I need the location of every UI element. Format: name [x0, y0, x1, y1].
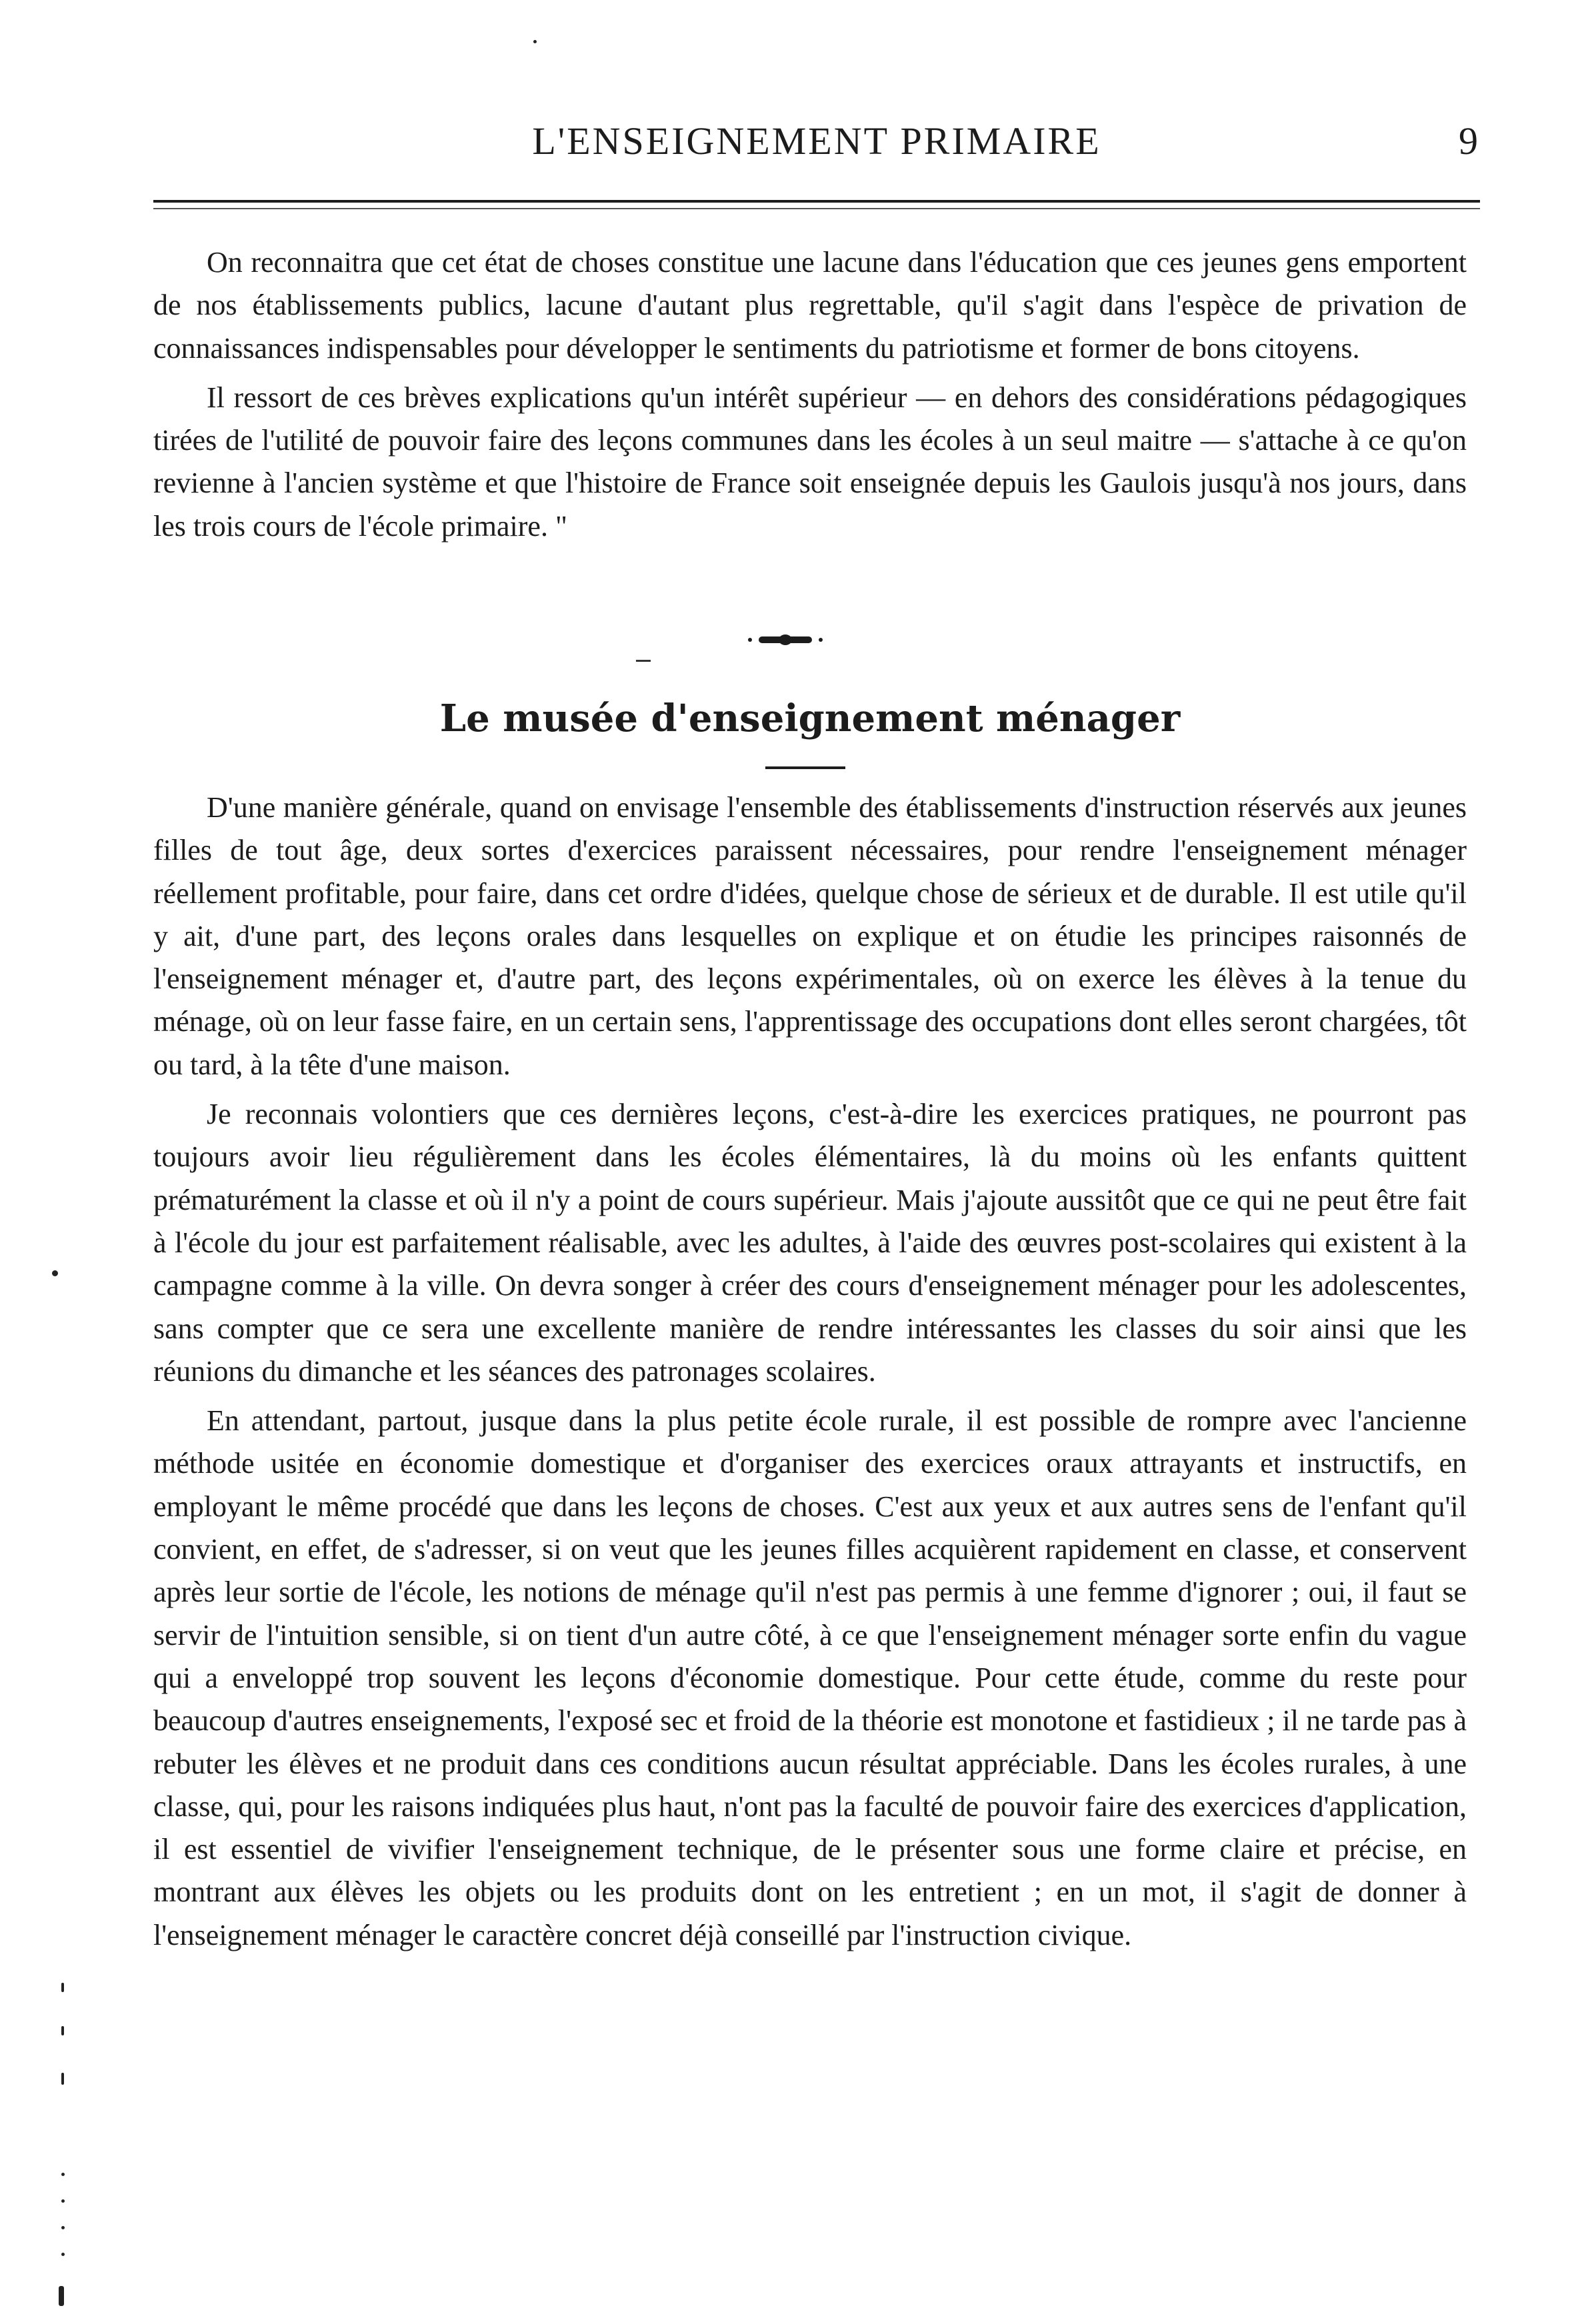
section-ornament: [0, 633, 1570, 649]
section-title: Le musée d'enseignement ménager: [439, 696, 1181, 740]
title-rule: [765, 766, 845, 769]
margin-mark: [52, 1270, 58, 1276]
ornament-dash: [636, 660, 651, 662]
ornament-icon: [732, 633, 839, 646]
running-title: L'ENSEIGNEMENT PRIMAIRE: [532, 119, 1101, 163]
paragraph: Je reconnais volontiers que ces dernières leçons, c'est-à-dire les exercices pratiques, ne pourront pas toujours avoir lieu régulièrement dans les écoles élémentaires, là du moins où les enfants quittent prématurément la classe et où il n'y a point de cours supérieur. Mais j'ajoute aussitôt que ce qui ne peut être fait à l'école du jour est parfaitement réalisable, avec les adultes, à l'aide des œuvres post-scolaires qui existent à la campagne comme à la ville. On devra songer à créer des cours d'enseignement ménager pour les adolescentes, sans compter que ce sera une excellente manière de rendre intéressantes les classes du soir ainsi que les réunions du dimanche et les séances des patronages scolaires.: [153, 1098, 1467, 1388]
margin-mark: [533, 40, 537, 43]
section-text: [153, 786, 1467, 1957]
paragraph: En attendant, partout, jusque dans la plus petite école rurale, il est possible de rompre avec l'ancienne méthode usitée en économie domestique et d'organiser des exercices oraux attrayants et instructifs, en employant le même procédé que dans les leçons de choses. C'est aux yeux et aux autres sens de l'enfant qu'il convient, en effet, de s'adresser, si on veut que les jeunes filles acquièrent rapidement en classe, et conservent après leur sortie de l'école, les notions de ménage qu'il n'est pas permis à une femme d'ignorer ; oui, il faut se servir de l'intuition sensible, si on tient d'un autre côté, à ce que l'enseignement ménager sorte enfin du vague qui a enveloppé trop souvent les leçons d'économie domestique. Pour cette étude, comme du reste pour beaucoup d'autres enseignements, l'exposé sec et froid de la théorie est monotone et fastidieux ; il ne tarde pas à rebuter les élèves et ne produit dans ces conditions aucun résultat appréciable. Dans les écoles rurales, à une classe, qui, pour les raisons indiquées plus haut, n'ont pas la faculté de pouvoir faire des exercices d'application, il est essentiel de vivifier l'enseignement technique, de le présenter sous une forme claire et précise, en montrant aux élèves les objets ou les produits dont on les entretient ; en un mot, il s'agit de donner à l'enseignement ménager le caractère concret déjà conseillé par l'instruction civique.: [153, 1404, 1467, 1951]
margin-mark: [61, 2173, 65, 2176]
margin-mark: [61, 2253, 65, 2256]
margin-mark: [61, 1983, 64, 1992]
margin-mark: [59, 2286, 64, 2306]
paragraph: D'une manière générale, quand on envisage l'ensemble des établissements d'instruction réservés aux jeunes filles de tout âge, deux sortes d'exercices paraissent nécessaires, pour rendre l'enseignement ménager réellement profitable, pour faire, dans cet ordre d'idées, quelque chose de sérieux et de durable. Il est utile qu'il y ait, d'une part, des leçons orales dans lesquelles on explique et on étudie les principes raisonnés de l'enseignement ménager et, d'autre part, des leçons expérimentales, où on exerce les élèves à la tenue du ménage, où on leur fasse faire, en un certain sens, l'apprentissage des occupations dont elles seront chargées, tôt ou tard, à la tête d'une maison.: [153, 791, 1467, 1081]
margin-mark: [61, 2199, 65, 2203]
intro-text: [153, 241, 1467, 548]
header-rule-thin: [153, 208, 1480, 209]
paragraph: On reconnaitra que cet état de choses constitue une lacune dans l'éducation que ces jeunes gens emportent de nos établissements publics, lacune d'autant plus regrettable, qu'il s'agit dans l'espèce de privation de connaissances indispensables pour développer le sentiments du patriotisme et former de bons citoyens.: [153, 246, 1467, 365]
margin-mark: [61, 2073, 64, 2085]
paragraph: Il ressort de ces brèves explications qu'un intérêt supérieur — en dehors des considérations pédagogiques tirées de l'utilité de pouvoir faire des leçons communes dans les écoles à un seul maitre — s'attache à ce qu'on revienne à l'ancien système et que l'histoire de France soit enseignée depuis les Gaulois jusqu'à nos jours, dans les trois cours de l'école primaire. ": [153, 381, 1467, 543]
margin-mark: [61, 2026, 64, 2035]
page-number: 9: [1459, 119, 1480, 163]
header-rule: [153, 200, 1480, 203]
margin-mark: [61, 2226, 65, 2229]
running-head: [153, 119, 1480, 172]
